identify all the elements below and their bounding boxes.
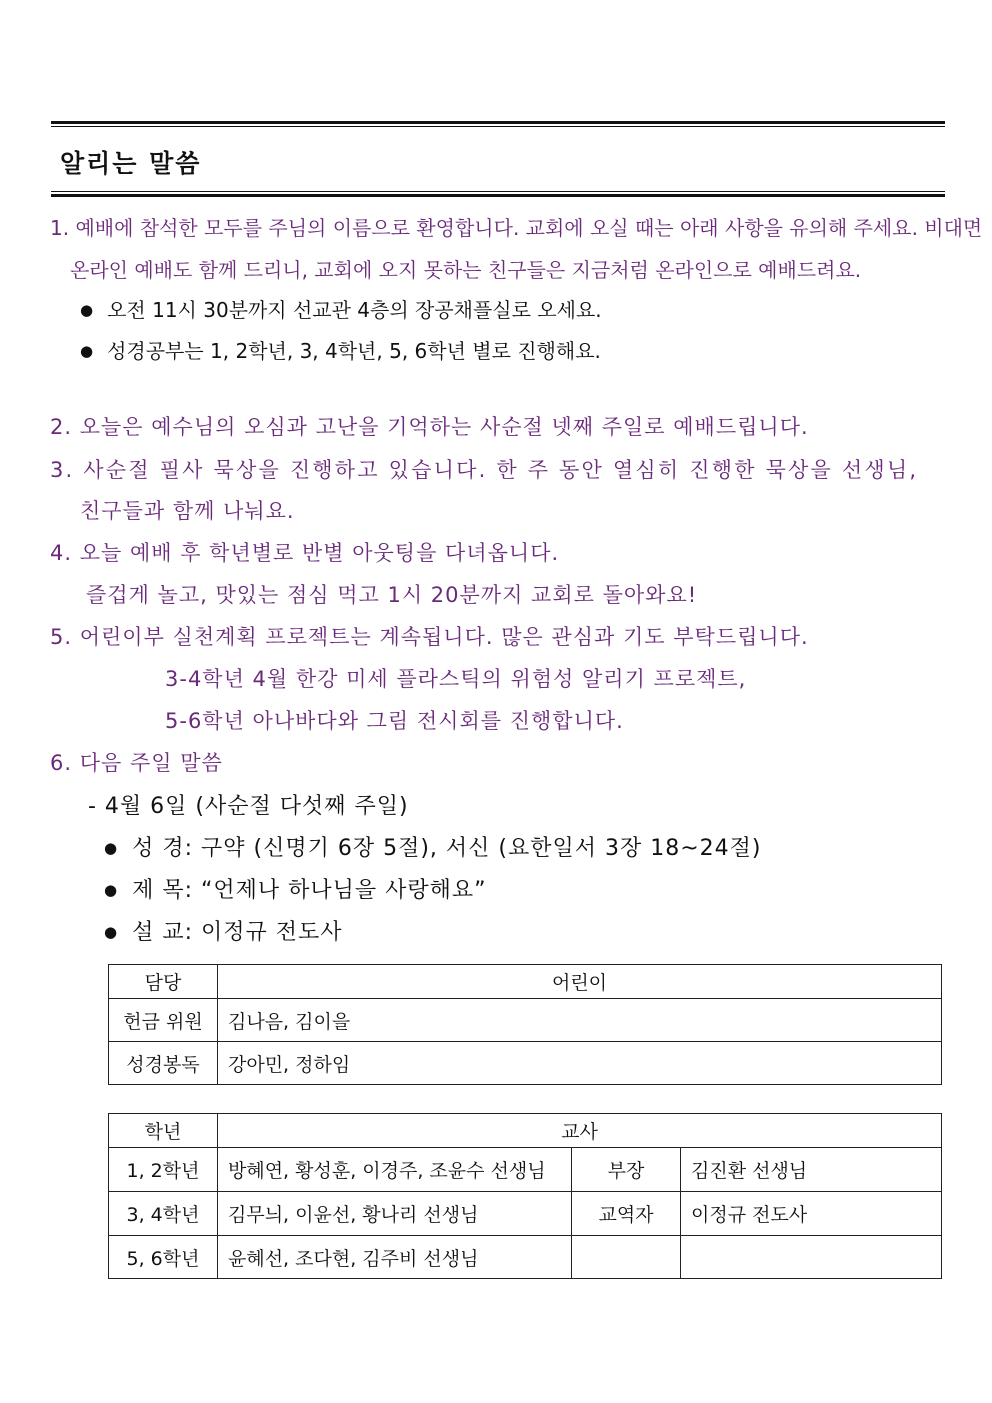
top-rule-thick: [51, 121, 945, 124]
teachers-cell: 김무늬, 이윤선, 황나리 선생님: [218, 1192, 572, 1236]
item-4-line-1: 4. 오늘 예배 후 학년별로 반별 아웃팅을 다녀옵니다.: [50, 541, 560, 565]
duty-role-cell: 헌금 위원: [109, 999, 218, 1042]
duty-names-cell: 강아민, 정하임: [218, 1042, 942, 1085]
next-sunday-title: ● 제 목: “언제나 하나님을 사랑해요”: [104, 873, 487, 904]
top-rule-thin: [51, 126, 945, 127]
staff-role-cell: 부장: [572, 1148, 681, 1192]
teacher-header-grade: 학년: [109, 1114, 218, 1148]
duty-role-cell: 성경봉독: [109, 1042, 218, 1085]
bottom-rule-thin: [51, 191, 945, 192]
staff-name-cell: 이정규 전도사: [681, 1192, 942, 1236]
grade-cell: 3, 4학년: [109, 1192, 218, 1236]
staff-role-cell: 교역자: [572, 1192, 681, 1236]
teacher-header-teachers: 교사: [218, 1114, 942, 1148]
staff-role-cell: [572, 1236, 681, 1279]
duty-table: [108, 964, 942, 1085]
item-1-line-2: 온라인 예배도 함께 드리니, 교회에 오지 못하는 친구들은 지금처럼 온라인으로 예배드려요.: [70, 258, 862, 282]
teachers-cell: 윤혜선, 조다현, 김주비 선생님: [218, 1236, 572, 1279]
item-5-line-2: 3-4학년 4월 한강 미세 플라스틱의 위험성 알리기 프로젝트,: [165, 667, 747, 691]
bottom-rule-thick: [51, 194, 945, 197]
grade-cell: 5, 6학년: [109, 1236, 218, 1279]
item-5-line-3: 5-6학년 아나바다와 그림 전시회를 진행합니다.: [165, 709, 624, 733]
duty-header-role: 담당: [109, 965, 218, 999]
item-4-line-2: 즐겁게 놀고, 맛있는 점심 먹고 1시 20분까지 교회로 돌아와요!: [86, 583, 698, 607]
teachers-cell: 방혜연, 황성훈, 이경주, 조윤수 선생님: [218, 1148, 572, 1192]
teacher-table: [108, 1113, 942, 1279]
next-sunday-scripture: ● 성 경: 구약 (신명기 6장 5절), 서신 (요한일서 3장 18~24절): [104, 831, 761, 862]
item-2: 2. 오늘은 예수님의 오심과 고난을 기억하는 사순절 넷째 주일로 예배드립니다.: [50, 415, 809, 439]
item-5-line-1: 5. 어린이부 실천계획 프로젝트는 계속됩니다. 많은 관심과 기도 부탁드립니다.: [50, 625, 809, 649]
next-sunday-date: - 4월 6일 (사순절 다섯째 주일): [88, 794, 409, 819]
item-6: 6. 다음 주일 말씀: [50, 751, 223, 775]
staff-name-cell: [681, 1236, 942, 1279]
item-3-line-2: 친구들과 함께 나눠요.: [80, 499, 295, 523]
section-title: 알리는 말씀: [60, 149, 202, 178]
item-3-line-1: 3. 사순절 필사 묵상을 진행하고 있습니다. 한 주 동안 열심히 진행한 묵상을 선생님,: [50, 458, 919, 482]
item-1-line-1: 1. 예배에 참석한 모두를 주님의 이름으로 환영합니다. 교회에 오실 때는 아래 사항을 유의해 주세요. 비대면: [50, 216, 983, 240]
item-1-bullet-1: ● 오전 11시 30분까지 선교관 4층의 장공채플실로 오세요.: [80, 294, 602, 323]
item-1-bullet-2: ● 성경공부는 1, 2학년, 3, 4학년, 5, 6학년 별로 진행해요.: [80, 335, 601, 364]
duty-names-cell: 김나음, 김이을: [218, 999, 942, 1042]
duty-header-children: 어린이: [218, 965, 942, 999]
next-sunday-preacher: ● 설 교: 이정규 전도사: [104, 915, 343, 946]
grade-cell: 1, 2학년: [109, 1148, 218, 1192]
staff-name-cell: 김진환 선생님: [681, 1148, 942, 1192]
